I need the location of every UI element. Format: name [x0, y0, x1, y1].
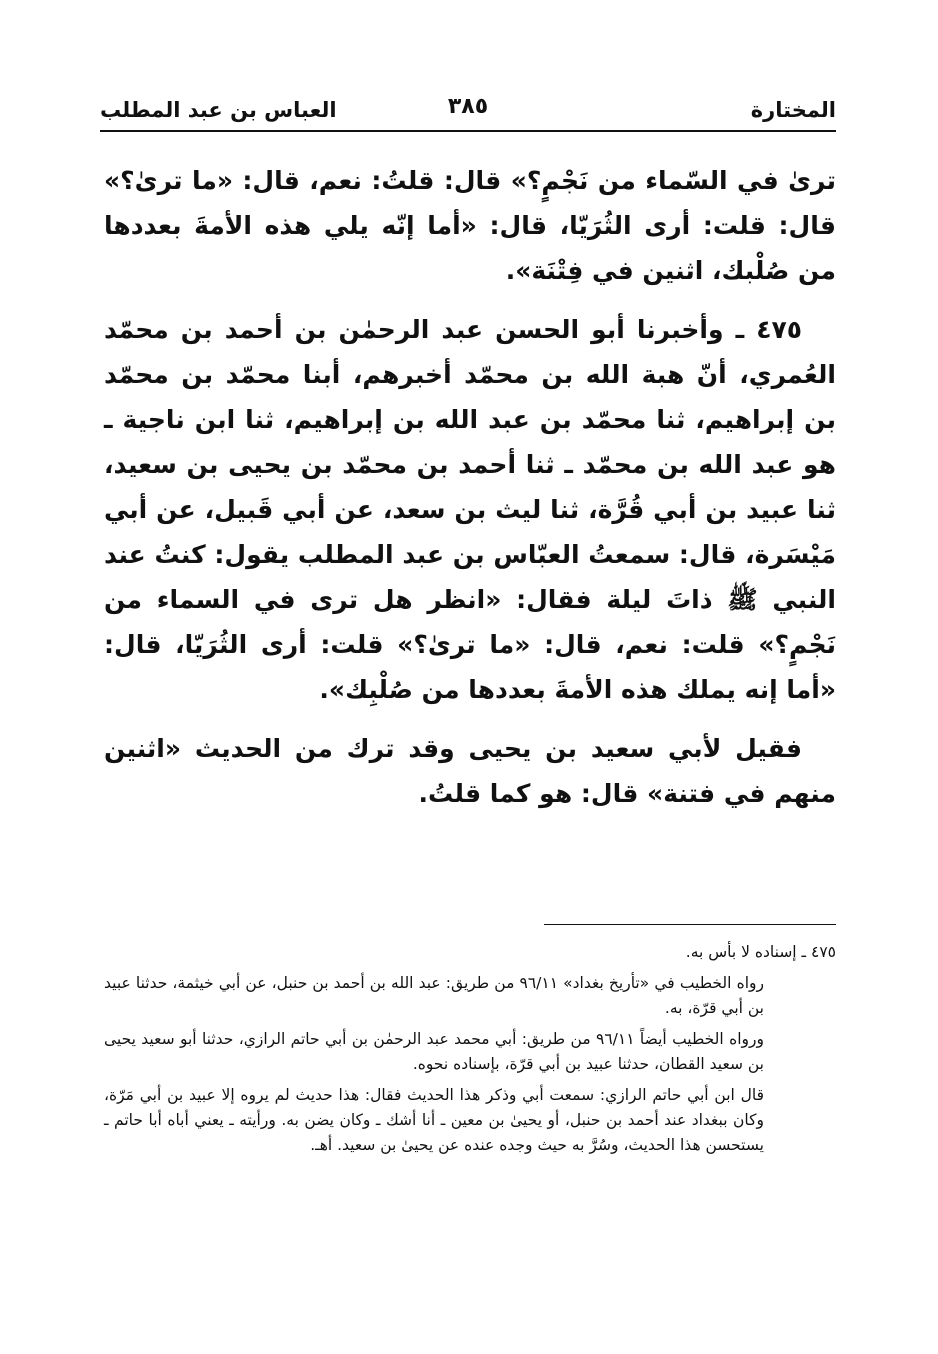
footnote-rule [544, 924, 836, 925]
footnote-paragraph: قال ابن أبي حاتم الرازي: سمعت أبي وذكر هذا الحديث فقال: هذا حديث لم يروه إلا عبيد بن أبي مَرّة، وكان ببغداد عند أحمد بن حنبل، أو يحيىٰ بن معين ـ أنا أشك ـ وكان يضن به. ورأيته ـ يعني أباه أبا حاتم ـ يستحسن هذا الحديث، وسُرَّ به حيث وجده عنده عن يحيىٰ بن سعيد. أهـ. [104, 1086, 764, 1154]
page-number: ٣٨٥ [447, 94, 489, 119]
main-paragraph: ترىٰ في السّماء من نَجْمٍ؟» قال: قلتُ: نعم، قال: «ما ترىٰ؟» قال: قلت: أرى الثُرَيّا، قال: «أما إنّه يلي هذه الأمةَ بعددها من صُلْبك، اثنين في فِتْنَة». [104, 166, 836, 285]
footnote-paragraph: رواه الخطيب في «تأريخ بغداد» ٩٦/١١ من طريق: عبد الله بن أحمد بن حنبل، عن أبي خيثمة، حدثنا عبيد بن أبي قرّة، به. [104, 974, 764, 1017]
main-paragraph: ٤٧٥ ـ وأخبرنا أبو الحسن عبد الرحمٰن بن أحمد بن محمّد العُمري، أنّ هبة الله بن محمّد أخبرهم، أبنا محمّد بن محمّد بن إبراهيم، ثنا محمّد بن عبد الله بن إبراهيم، ثنا ابن ناجية ـ هو عبد الله بن محمّد ـ ثنا أحمد بن محمّد بن يحيى بن سعيد، ثنا عبيد بن أبي قُرَّة، ثنا ليث بن سعد، عن أبي قَبيل، عن أبي مَيْسَرة، قال: سمعتُ العبّاس بن عبد المطلب يقول: كنتُ عند النبي ﷺ ذاتَ ليلة فقال: «انظر هل ترى في السماء من نَجْمٍ؟» قلت: نعم، قال: «ما ترىٰ؟» قلت: أرى الثُرَيّا، قال: «أما إنه يملك هذه الأمةَ بعددها من صُلْبِك». [104, 315, 836, 704]
running-header [100, 94, 836, 130]
book-title: المختارة [750, 98, 836, 122]
header-rule [100, 130, 836, 132]
footnote-paragraph: ورواه الخطيب أيضاً ٩٦/١١ من طريق: أبي محمد عبد الرحمٰن بن أبي حاتم الرازي، حدثنا أبو سعيد يحيى بن سعيد القطان، حدثنا عبيد بن أبي قرّة، بإسناده نحوه. [104, 1030, 764, 1073]
footnote-heading: ٤٧٥ ـ إسناده لا بأس به. [685, 943, 836, 961]
main-text [104, 158, 836, 830]
footnotes [104, 940, 836, 1164]
chapter-title: العباس بن عبد المطلب [100, 98, 337, 122]
main-paragraph: فقيل لأبي سعيد بن يحيى وقد ترك من الحديث «اثنين منهم في فتنة» قال: هو كما قلتُ. [104, 734, 836, 808]
